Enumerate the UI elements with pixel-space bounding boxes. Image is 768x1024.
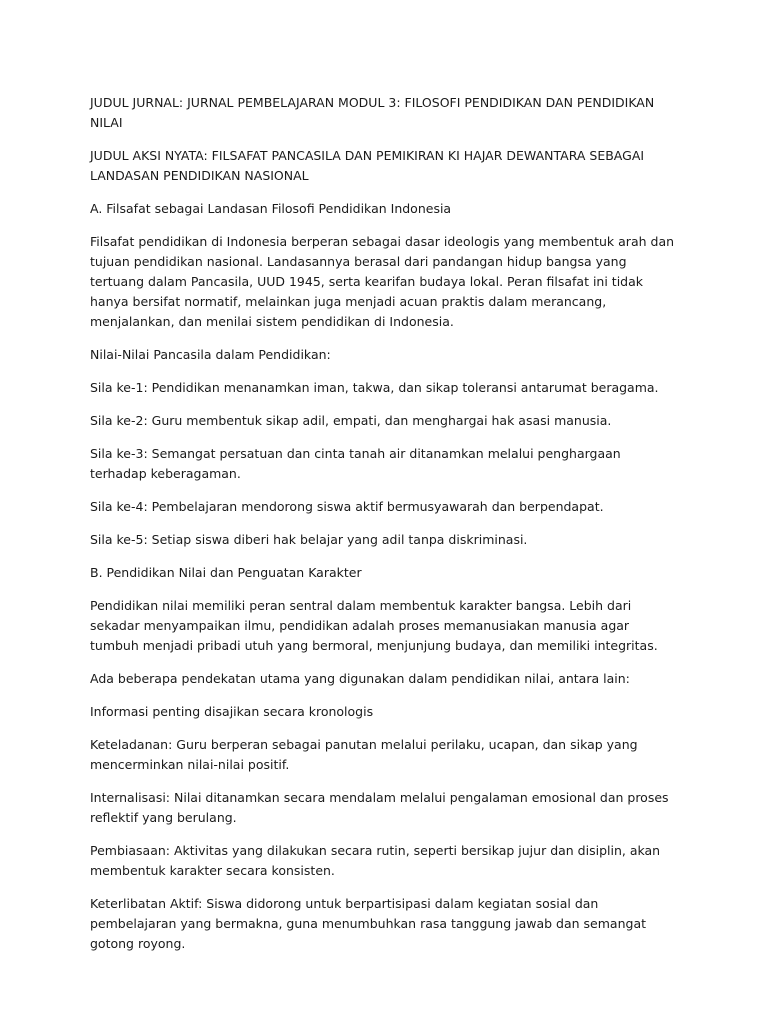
section-b-paragraph: Pendidikan nilai memiliki peran sentral dalam membentuk karakter bangsa. Lebih dari sekadar menyampaikan ilmu, pendidikan adalah proses memanusiakan manusia agar tumbuh menjadi pribadi utuh yang bermoral, menjunjung budaya, dan memiliki integritas. (90, 598, 658, 653)
sila-1-item: Sila ke-1: Pendidikan menanamkan iman, takwa, dan sikap toleransi antarumat beragama. (90, 380, 659, 395)
section-b-heading: B. Pendidikan Nilai dan Penguatan Karakter (90, 565, 362, 580)
sila-3-item: Sila ke-3: Semangat persatuan dan cinta tanah air ditanamkan melalui penghargaan terhadap keberagaman. (90, 446, 621, 481)
approaches-intro: Ada beberapa pendekatan utama yang digunakan dalam pendidikan nilai, antara lain: (90, 671, 630, 686)
approach-keterlibatan-aktif: Keterlibatan Aktif: Siswa didorong untuk berpartisipasi dalam kegiatan sosial dan pembelajaran yang bermakna, guna menumbuhkan rasa tanggung jawab dan semangat gotong royong. (90, 896, 646, 951)
section-a-heading: A. Filsafat sebagai Landasan Filosofi Pendidikan Indonesia (90, 201, 452, 216)
sila-4-item: Sila ke-4: Pembelajaran mendorong siswa aktif bermusyawarah dan berpendapat. (90, 499, 604, 514)
sila-5-item: Sila ke-5: Setiap siswa diberi hak belajar yang adil tanpa diskriminasi. (90, 532, 528, 547)
chronological-note: Informasi penting disajikan secara kronologis (90, 704, 374, 719)
approach-pembiasaan: Pembiasaan: Aktivitas yang dilakukan secara rutin, seperti bersikap jujur dan disiplin, akan membentuk karakter secara konsisten. (90, 843, 661, 878)
pancasila-values-heading: Nilai-Nilai Pancasila dalam Pendidikan: (90, 347, 331, 362)
action-title: JUDUL AKSI NYATA: FILSAFAT PANCASILA DAN PEMIKIRAN KI HAJAR DEWANTARA SEBAGAI LANDASAN PENDIDIKAN NASIONAL (90, 148, 645, 183)
document-body (90, 93, 680, 967)
section-a-paragraph: Filsafat pendidikan di Indonesia berperan sebagai dasar ideologis yang membentuk arah dan tujuan pendidikan nasional. Landasannya berasal dari pandangan hidup bangsa yang tertuang dalam Pancasila, UUD 1945, serta kearifan budaya lokal. Peran filsafat ini tidak hanya bersifat normatif, melainkan juga menjadi acuan praktis dalam merancang, menjalankan, dan menilai sistem pendidikan di Indonesia. (90, 234, 675, 329)
sila-2-item: Sila ke-2: Guru membentuk sikap adil, empati, dan menghargai hak asasi manusia. (90, 413, 612, 428)
approach-internalisasi: Internalisasi: Nilai ditanamkan secara mendalam melalui pengalaman emosional dan proses reflektif yang berulang. (90, 790, 669, 825)
approach-keteladanan: Keteladanan: Guru berperan sebagai panutan melalui perilaku, ucapan, dan sikap yang mencerminkan nilai-nilai positif. (90, 737, 638, 772)
journal-title: JUDUL JURNAL: JURNAL PEMBELAJARAN MODUL 3: FILOSOFI PENDIDIKAN DAN PENDIDIKAN NILAI (90, 95, 655, 130)
